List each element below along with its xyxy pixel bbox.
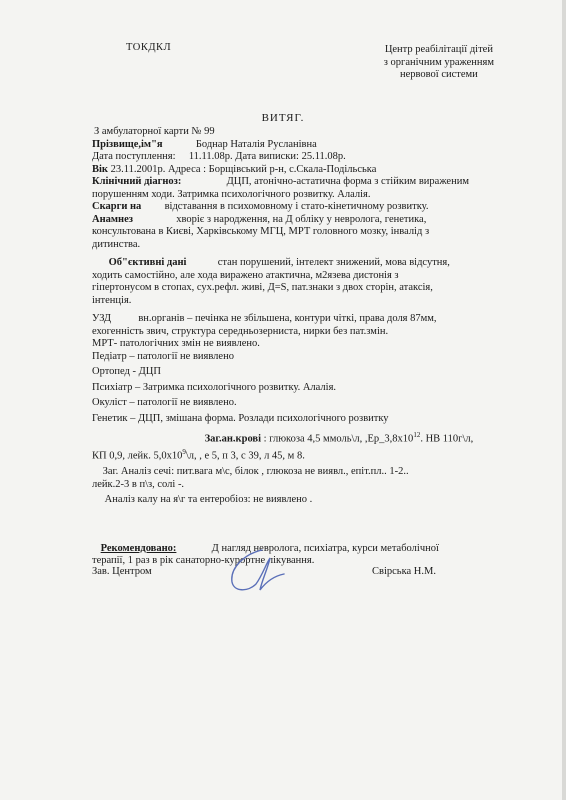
age-label: Вік [92,163,108,175]
blood-label: Заг.ан.крові [204,433,262,445]
footer-signer-name: Свірська Н.М. [372,566,436,577]
anamnesis-text-1: хворіє з народження, на Д обліку у невролога, генетика, [176,213,427,225]
header-right-line-1: Центр реабілітації дітей [384,44,493,55]
surname-line [92,139,502,152]
ortoped-line: Ортопед - ДЦП [92,366,161,377]
age-line [92,164,502,177]
objective-text-1: стан порушений, інтелект знижений, мова відсутня, [217,257,450,268]
signature-drawing [222,546,292,598]
blood-exp-1: 12 [413,431,421,439]
objective-label: Об"єктивні дані [108,257,187,268]
blood-line-1 [92,429,502,446]
genetyk-line: Генетик – ДЦП, змішана форма. Розлади психологічного розвитку [92,412,389,424]
blood-text-2a: КП 0,9, лейк. 5,0х10 [92,450,183,462]
header-org-left: ТОКДКЛ [126,42,172,53]
card-label: З амбулаторної карти № [94,126,202,137]
card-line [92,126,502,139]
objective-line-2: ходить самостійно, але хода виражено атактична, м2язева дистонія з [92,269,399,281]
urine-line-1 [92,466,502,479]
urine-text-1: Заг. Аналіз сечі: пит.вага м\с, білок , глюкоза не виявл., епіт.пл.. 1-2.. [102,466,409,477]
signature-stroke [232,550,284,590]
document-body [92,126,502,568]
objective-line-1 [92,257,502,270]
stool-text: Аналіз калу на я\г та ентеробіоз: не виявлено . [104,494,313,505]
objective-line-3: гіпертонусом в стопах, сух.рефл. живі, Д=S, пат.знаки з двох сторін, атаксія, [92,282,433,293]
okulist-line: Окуліст – патології не виявлено. [92,397,237,408]
pediatr-line: Педіатр – патології не виявлено [92,350,234,362]
diagnosis-line-2: порушенням ходи. Затримка психологічного розвитку. Алалія. [92,188,371,200]
admission-value: 11.11.08р. Дата виписки: 25.11.08р. [188,151,346,162]
objective-line-4: інтенція. [92,294,132,306]
recommendation-label: Рекомендовано: [100,542,177,554]
blood-exp-2: 9 [182,448,186,456]
blood-line-2 [92,446,502,463]
header-org-right [384,44,494,82]
complaints-label: Скарги на [92,201,142,212]
recommendation-line-2: терапії, 1 раз в рік санаторно-курортне лікування. [92,555,315,566]
document-title: ВИТЯГ. [261,112,305,124]
uzd-text-1: вн.органів – печінка не збільшена, контури чіткі, права доля 87мм, [138,313,437,324]
surname-label: Прізвище,ім"я [92,138,163,150]
uzd-line-1 [92,313,502,326]
header-right-line-2: з органічним ураженням [383,56,494,68]
recommendation-line-1 [92,543,502,556]
uzd-line-2: ехогенність звич, структура середньозерниста, нирки без пат.змін. [92,325,389,337]
scan-edge [562,0,566,800]
diagnosis-text-1: ДЦП, атонічно-астатична форма з стійким вираженим [226,176,469,187]
psychiatr-line: Психіатр – Затримка психологічного розвитку. Алалія. [92,381,337,393]
anamnesis-line-2: консультована в Києві, Харківському МГЦ, МРТ головного мозку, інвалід з [92,226,430,237]
diagnosis-label: Клінічний діагноз: [92,176,182,187]
card-number: 99 [204,126,215,137]
anamnesis-line-3: дитинства. [92,238,141,250]
complaints-value: відставання в психомовному і стато-кінетичному розвитку. [164,201,429,212]
mrt-line: МРТ- патологічних змін не виявлено. [92,338,260,349]
urine-line-2: лейк.2-3 в п\з, солі -. [92,478,185,490]
admission-line [92,151,502,164]
diagnosis-line-1 [92,176,502,189]
blood-text-1: : глюкоза 4,5 ммоль\л, ,Ер_3,8х10 [263,433,414,445]
stool-line [92,494,502,507]
blood-text-1-end: . НВ 110г\л, [420,433,474,445]
admission-label: Дата поступлення: [92,151,176,162]
age-value: 23.11.2001р. Адреса : Борщівський р-н, с.Скала-Подільська [110,163,377,175]
surname-value: Боднар Наталія Русланівна [195,138,317,150]
anamnesis-line-1 [92,214,502,227]
anamnesis-label: Анамнез [92,213,133,225]
uzd-label: УЗД [92,313,112,324]
recommendation-text-1: Д нагляд невролога, психіатра, курси метаболічної [211,542,439,554]
header-right-line-3: нервової системи [399,69,478,80]
complaints-line [92,201,502,214]
footer-position: Зав. Центром [92,566,152,577]
blood-text-2b: \л, , е 5, п 3, с 39, л 45, м 8. [185,450,305,462]
